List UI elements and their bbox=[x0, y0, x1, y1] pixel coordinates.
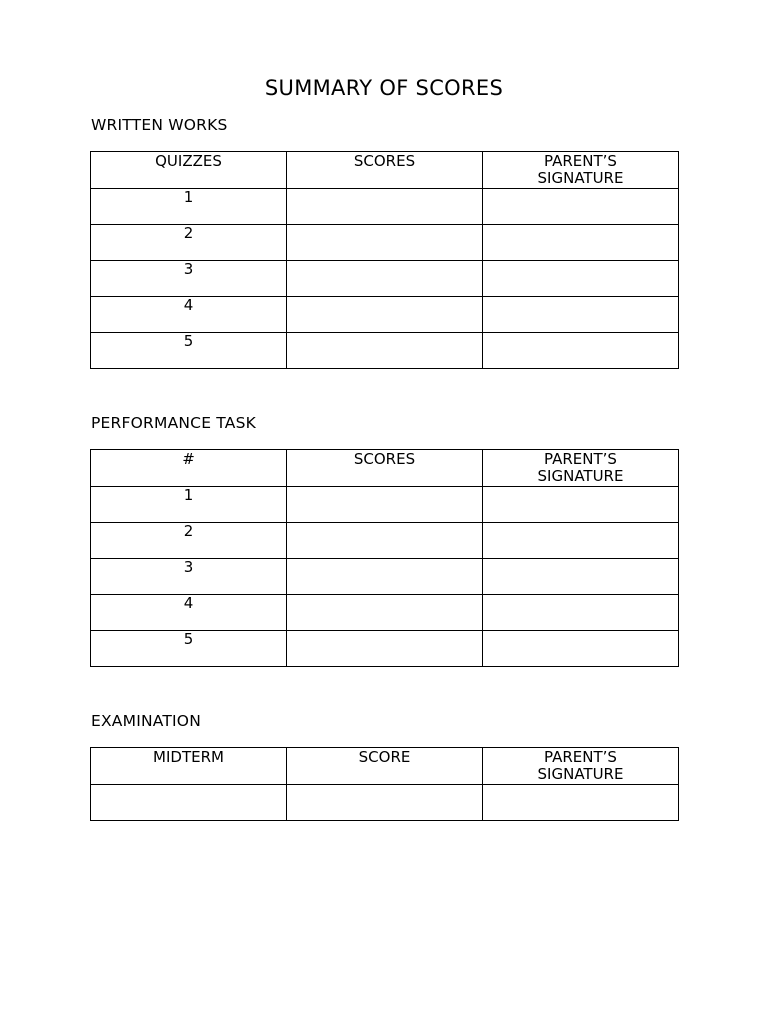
table-row bbox=[91, 261, 679, 297]
header-scores: SCORES bbox=[287, 450, 483, 487]
score-cell[interactable] bbox=[287, 333, 483, 369]
row-number: 2 bbox=[91, 225, 287, 261]
signature-cell[interactable] bbox=[483, 559, 679, 595]
table-header-row bbox=[91, 152, 679, 189]
header-parents-signature-label: PARENT’S SIGNATURE bbox=[537, 450, 624, 485]
header-score: SCORE bbox=[287, 748, 483, 785]
table-row bbox=[91, 333, 679, 369]
table-row bbox=[91, 595, 679, 631]
header-parents-signature-label: PARENT’S SIGNATURE bbox=[537, 152, 624, 187]
score-cell[interactable] bbox=[287, 631, 483, 667]
signature-cell[interactable] bbox=[483, 333, 679, 369]
header-quizzes: QUIZZES bbox=[91, 152, 287, 189]
score-cell[interactable] bbox=[287, 261, 483, 297]
header-scores: SCORES bbox=[287, 152, 483, 189]
table-row bbox=[91, 523, 679, 559]
signature-cell[interactable] bbox=[483, 631, 679, 667]
header-parents-signature bbox=[483, 152, 679, 189]
score-cell[interactable] bbox=[287, 595, 483, 631]
table-row bbox=[91, 631, 679, 667]
score-cell[interactable] bbox=[287, 487, 483, 523]
score-cell[interactable] bbox=[287, 189, 483, 225]
header-number: # bbox=[91, 450, 287, 487]
row-number: 4 bbox=[91, 595, 287, 631]
signature-cell[interactable] bbox=[483, 487, 679, 523]
table-row bbox=[91, 225, 679, 261]
header-parents-signature bbox=[483, 450, 679, 487]
signature-cell[interactable] bbox=[483, 261, 679, 297]
signature-cell[interactable] bbox=[483, 785, 679, 821]
signature-cell[interactable] bbox=[483, 189, 679, 225]
table-row bbox=[91, 487, 679, 523]
table-row bbox=[91, 785, 679, 821]
header-parents-signature bbox=[483, 748, 679, 785]
row-number: 1 bbox=[91, 487, 287, 523]
score-cell[interactable] bbox=[287, 523, 483, 559]
row-number: 2 bbox=[91, 523, 287, 559]
row-number: 4 bbox=[91, 297, 287, 333]
table-header-row bbox=[91, 450, 679, 487]
score-cell[interactable] bbox=[287, 297, 483, 333]
score-cell[interactable] bbox=[287, 225, 483, 261]
section-heading-written-works: WRITTEN WORKS bbox=[91, 116, 228, 134]
row-number: 3 bbox=[91, 559, 287, 595]
table-row bbox=[91, 189, 679, 225]
table-row bbox=[91, 559, 679, 595]
midterm-cell[interactable] bbox=[91, 785, 287, 821]
examination-table bbox=[90, 747, 679, 821]
table-header-row bbox=[91, 748, 679, 785]
header-parents-signature-label: PARENT’S SIGNATURE bbox=[537, 748, 624, 783]
score-cell[interactable] bbox=[287, 559, 483, 595]
section-heading-examination: EXAMINATION bbox=[91, 712, 201, 730]
score-cell[interactable] bbox=[287, 785, 483, 821]
header-midterm: MIDTERM bbox=[91, 748, 287, 785]
signature-cell[interactable] bbox=[483, 297, 679, 333]
signature-cell[interactable] bbox=[483, 225, 679, 261]
row-number: 3 bbox=[91, 261, 287, 297]
signature-cell[interactable] bbox=[483, 523, 679, 559]
page-title: SUMMARY OF SCORES bbox=[264, 76, 504, 100]
table-row bbox=[91, 297, 679, 333]
row-number: 5 bbox=[91, 333, 287, 369]
written-works-table bbox=[90, 151, 679, 369]
row-number: 5 bbox=[91, 631, 287, 667]
row-number: 1 bbox=[91, 189, 287, 225]
signature-cell[interactable] bbox=[483, 595, 679, 631]
performance-task-table bbox=[90, 449, 679, 667]
section-heading-performance-task: PERFORMANCE TASK bbox=[91, 414, 256, 432]
